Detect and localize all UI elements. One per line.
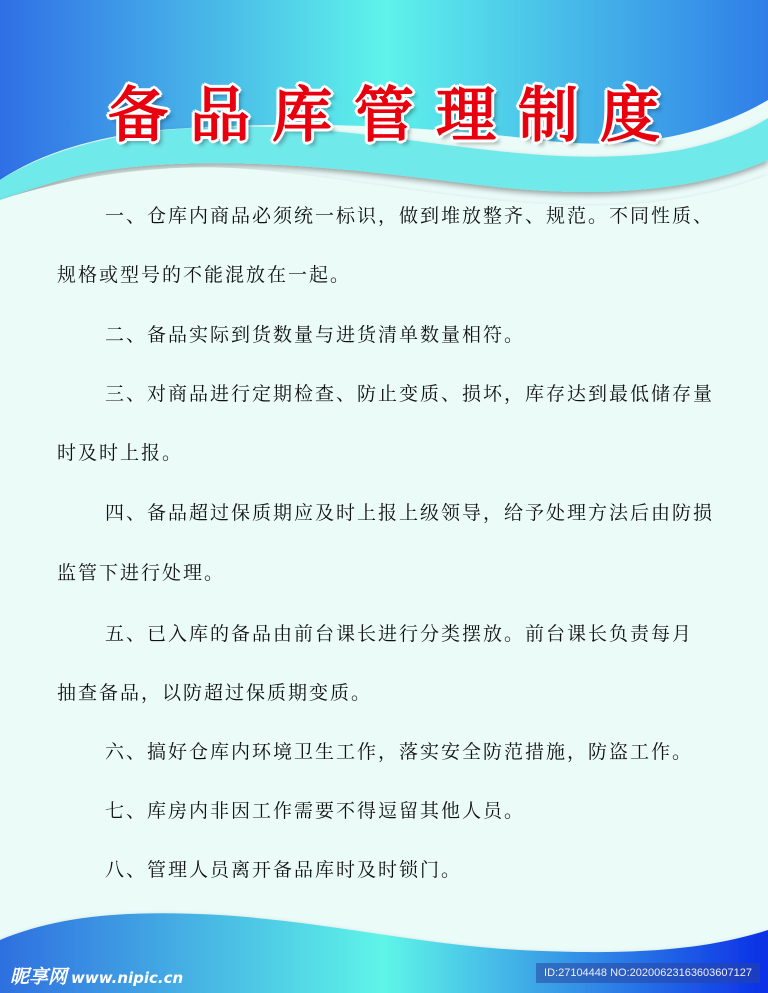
rule-1-line-1: 一、仓库内商品必须统一标识，做到堆放整齐、规范。不同性质、 (105, 205, 715, 227)
rule-3-line-2: 时及时上报。 (57, 442, 184, 464)
rule-5-line-1: 五、已入库的备品由前台课长进行分类摆放。前台课长负责每月 (105, 623, 694, 645)
rule-1-line-2: 规格或型号的不能混放在一起。 (57, 264, 352, 286)
rule-4-line-1: 四、备品超过保质期应及时上报上级领导，给予处理方法后由防损 (105, 502, 715, 524)
watermark-logo (10, 962, 183, 989)
rule-7: 七、库房内非因工作需要不得逗留其他人员。 (105, 800, 526, 822)
watermark-id: ID:27104448 NO:20200623163603607127 (536, 963, 760, 983)
rule-6: 六、搞好仓库内环境卫生工作，落实安全防范措施，防盗工作。 (105, 741, 694, 763)
rule-4-line-2: 监管下进行处理。 (57, 562, 226, 584)
rule-2: 二、备品实际到货数量与进货清单数量相符。 (105, 324, 526, 346)
watermark-logo-text: 昵享网 (10, 966, 68, 988)
watermark-url: www.nipic.cn (71, 969, 184, 987)
rule-8: 八、管理人员离开备品库时及时锁门。 (105, 859, 463, 881)
page-title: 备品库管理制度 (108, 81, 682, 151)
rule-5-line-2: 抽查备品，以防超过保质期变质。 (57, 682, 373, 704)
rule-3-line-1: 三、对商品进行定期检查、防止变质、损坏，库存达到最低储存量 (105, 383, 715, 405)
